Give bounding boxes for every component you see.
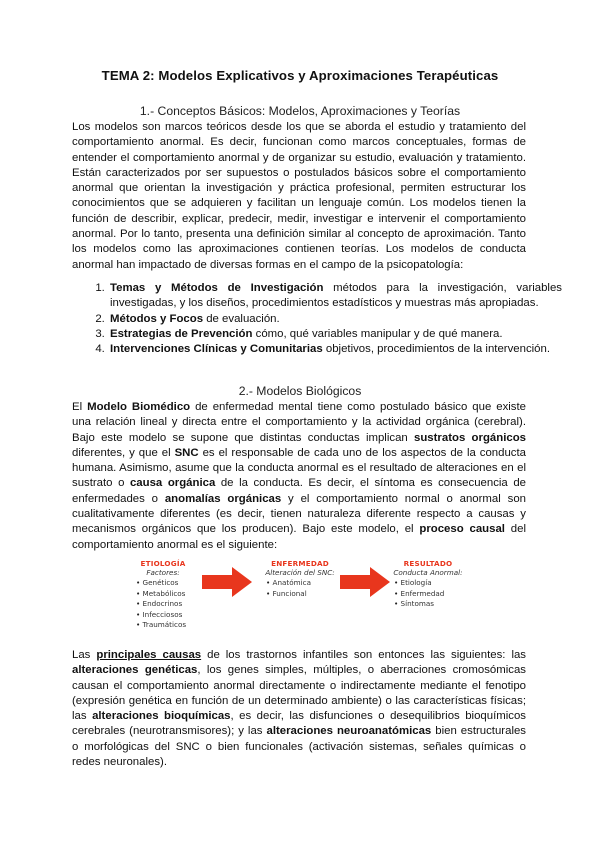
text-run: bien estructurales o morfológicas del SNC o bien funcionales (activación sistemas, señales químicas o redes neuronales). <box>72 725 527 769</box>
diagram-subheading: Alteración del SNC: <box>265 568 335 577</box>
diagram-list-item: • Traumáticos <box>136 620 196 631</box>
text-run: de la conducta. Es decir, el síntoma es consecuencia de enfermedades o <box>72 477 526 505</box>
bold-term: alteraciones bioquímicas <box>92 710 231 723</box>
diagram-list-item: • Infecciosos <box>136 610 196 621</box>
diagram-list-item: • Endocrinos <box>136 599 196 610</box>
text-run: de enfermedad mental tiene como postulado básico que existe una relación lineal y directa entre el comportamiento y la actividad orgánica (cerebral). Bajo este modelo se supone que distintas conductas implican <box>72 401 526 444</box>
list-item <box>108 327 562 342</box>
bold-term: alteraciones genéticas <box>72 664 198 677</box>
diagram-list-item: • Enfermedad <box>394 589 468 600</box>
diagram-list <box>388 578 468 610</box>
impact-list <box>72 281 562 357</box>
bold-term: anomalías orgánicas <box>164 492 282 505</box>
diagram-list-item: • Anatómica <box>266 578 340 589</box>
list-item <box>108 281 562 312</box>
list-item-text: métodos para la investigación, variables investigadas, y los diseños, procedimientos estadísticos y muestras más apropiadas. <box>110 282 562 310</box>
list-item <box>108 312 562 327</box>
diagram-col-etiologia <box>130 559 196 631</box>
list-item-bold: Temas y Métodos de Investigación <box>110 282 324 294</box>
text-run: , los genes simples, múltiples, o aberraciones cromosómicas causan el comportamiento anormal directamente o indirectamente mediante el fenotipo (expresión genética en función de un determinado ambiente) o las características físicas; las <box>72 664 526 723</box>
text-run: es el responsable de cada uno de los aspectos de la conducta humana. Asimismo, asume que la conducta anormal es el resultado de alteraciones en el sustrato o <box>72 446 526 490</box>
text-run: de los trastornos infantiles son entonces las siguientes: las <box>201 649 527 661</box>
bold-term: proceso causal <box>419 523 505 536</box>
text-run: , es decir, las disfunciones o desequilibrios bioquímicos cerebrales (neurotransmisores); y las <box>72 710 526 738</box>
arrow-shape <box>202 567 252 597</box>
section-heading-conceptos: 1.- Conceptos Básicos: Modelos, Aproximaciones y Teorías <box>139 104 461 118</box>
text-run: El <box>72 401 88 413</box>
diagram-list <box>260 578 340 599</box>
paragraph-modelo-biomedico <box>72 400 526 553</box>
arrow-right-icon <box>340 567 390 597</box>
bold-term: principales causas <box>96 649 202 661</box>
bold-term: alteraciones neuroanatómicas <box>266 725 432 738</box>
arrow-right-icon <box>202 567 252 597</box>
diagram-list-item: • Genéticos <box>136 578 196 589</box>
list-item-text: objetivos, procedimientos de la intervención. <box>322 343 551 356</box>
list-item-bold: Métodos y Focos <box>110 312 204 325</box>
bold-term: SNC <box>174 446 199 459</box>
diagram-col-resultado <box>388 559 468 610</box>
list-item-text: de evaluación. <box>203 312 280 325</box>
paragraph-causas <box>72 648 526 770</box>
bold-term: sustratos orgánicos <box>414 431 526 444</box>
diagram-heading: ETIOLOGÍA <box>140 559 186 568</box>
diagram-heading: ENFERMEDAD <box>271 559 329 568</box>
bold-term: causa orgánica <box>129 477 216 490</box>
arrow-shape <box>340 567 390 597</box>
document-title: TEMA 2: Modelos Explicativos y Aproximaciones Terapéuticas <box>101 68 499 83</box>
section-heading-biologicos: 2.- Modelos Biológicos <box>238 384 362 398</box>
paragraph-modelos: Los modelos son marcos teóricos desde los que se aborda el estudio y tratamiento del comportamiento anormal. Es decir, funcionan como marcos conceptuales, formas de entender el comportamiento anormal y de organizar su estudio, evaluación y tratamiento. Están caracterizados por ser supuestos o postulados básicos sobre el comportamiento anormal que orientan la investigación y práctica profesional, permiten estructurar los conocimientos que se adquieren y facilitan un lenguaje común. Los modelos tienen la función de describir, explicar, predecir, medir, investigar e intervenir el comportamiento anormal. Por lo tanto, presenta una definición similar al concepto de aproximación. Tanto los modelos como las aproximaciones contienen teorías. Los modelos de conducta anormal han impactado de diversas formas en el campo de la psicopatología: <box>72 121 526 271</box>
diagram-list-item: • Funcional <box>266 589 340 600</box>
diagram-col-enfermedad <box>260 559 340 599</box>
diagram-list-item: • Síntomas <box>394 599 468 610</box>
diagram-subheading: Factores: <box>146 568 180 577</box>
diagram-list-item: • Etiología <box>394 578 468 589</box>
diagram-subheading: Conducta Anormal: <box>393 568 463 577</box>
diagram-list <box>130 578 196 631</box>
diagram-heading: RESULTADO <box>403 559 453 568</box>
text-run: diferentes, y que el <box>72 446 175 459</box>
causal-process-diagram <box>130 555 480 640</box>
list-item-text: cómo, qué variables manipular y de qué manera. <box>252 327 503 340</box>
list-item <box>108 342 562 357</box>
text-run: y el comportamiento normal o anormal son cualitativamente diferentes (es decir, tienen naturaleza diferente respecto a causas y mecanismos orgánicos que los producen). Bajo este modelo, el <box>72 492 526 536</box>
diagram-list-item: • Metabólicos <box>136 589 196 600</box>
list-item-bold: Estrategias de Prevención <box>110 327 253 340</box>
text-run: del comportamiento anormal es el siguiente: <box>72 523 526 551</box>
text-run: Las <box>72 649 97 661</box>
bold-term: Modelo Biomédico <box>87 401 191 413</box>
list-item-bold: Intervenciones Clínicas y Comunitarias <box>110 343 323 356</box>
